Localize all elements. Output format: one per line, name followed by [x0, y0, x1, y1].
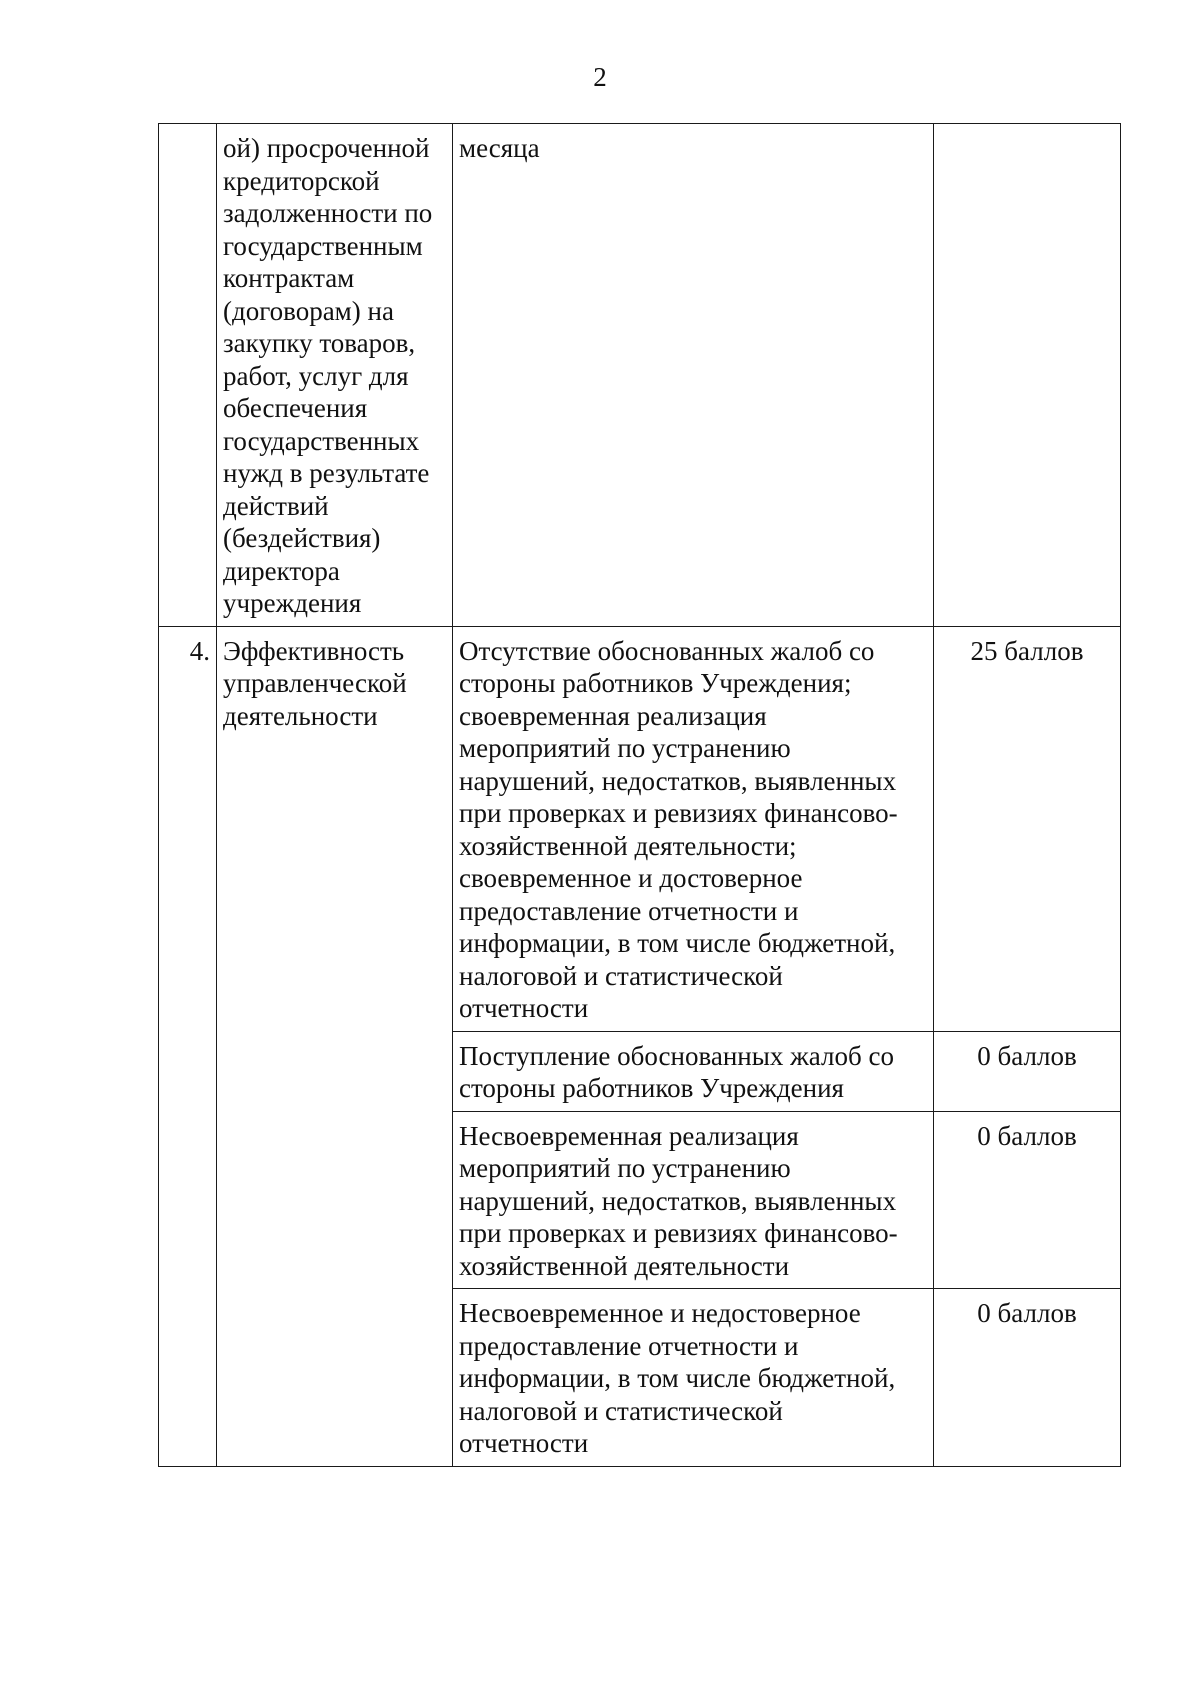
text-line: (бездействия) — [223, 523, 381, 553]
condition-text — [459, 1040, 927, 1105]
text-line: налоговой и статистической — [459, 960, 783, 991]
text-line: отчетности — [459, 1428, 589, 1458]
text-line: учреждения — [223, 588, 362, 618]
row-number-cell — [159, 124, 217, 627]
text-line: государственных — [223, 425, 420, 456]
text-line: месяца — [459, 133, 540, 163]
text-line: кредиторской — [223, 165, 380, 196]
condition-text — [459, 132, 927, 165]
condition-text — [459, 1120, 927, 1283]
condition-cell — [453, 1031, 934, 1111]
criterion-text — [223, 635, 446, 733]
condition-cell — [453, 124, 934, 627]
text-line: предоставление отчетности и — [459, 1330, 799, 1361]
text-line: своевременное и достоверное — [459, 863, 803, 893]
text-line: стороны работников Учреждения — [459, 1073, 844, 1103]
text-line: обеспечения — [223, 393, 368, 423]
condition-text — [459, 635, 927, 1025]
text-line: работ, услуг для — [223, 360, 409, 391]
text-line: нарушений, недостатков, выявленных — [459, 765, 897, 796]
text-line: ой) просроченной — [223, 133, 430, 163]
text-line: своевременная реализация — [459, 700, 767, 731]
text-line: Эффективность — [223, 635, 405, 666]
page-number: 2 — [593, 62, 607, 92]
text-line: хозяйственной деятельности; — [459, 830, 797, 861]
text-line: задолженности по — [223, 198, 433, 228]
score-cell: 0 баллов — [934, 1289, 1121, 1467]
text-line: мероприятий по устранению — [459, 1153, 791, 1183]
text-line: закупку товаров, — [223, 328, 416, 358]
condition-cell — [453, 1289, 934, 1467]
text-line: налоговой и статистической — [459, 1395, 783, 1426]
text-line: отчетности — [459, 993, 589, 1023]
text-line: при проверках и ревизиях финансово- — [459, 798, 898, 828]
text-line: директора — [223, 555, 340, 586]
text-line: нужд в результате — [223, 458, 430, 488]
row-number-cell: 4. — [159, 626, 217, 1466]
text-line: (договорам) на — [223, 295, 394, 326]
text-line: при проверках и ревизиях финансово- — [459, 1218, 898, 1248]
text-line: информации, в том числе бюджетной, — [459, 928, 896, 958]
score-cell — [934, 124, 1121, 627]
condition-cell — [453, 626, 934, 1031]
text-line: Несвоевременное и недостоверное — [459, 1298, 861, 1328]
score-cell: 0 баллов — [934, 1111, 1121, 1289]
text-line: хозяйственной деятельности — [459, 1250, 790, 1281]
text-line: предоставление отчетности и — [459, 895, 799, 926]
text-line: контрактам — [223, 263, 355, 293]
text-line: деятельности — [223, 700, 378, 731]
criterion-text — [223, 132, 446, 620]
text-line: стороны работников Учреждения; — [459, 668, 852, 698]
text-line: информации, в том числе бюджетной, — [459, 1363, 896, 1393]
criterion-cell — [217, 626, 453, 1466]
text-line: действий — [223, 490, 329, 521]
condition-text — [459, 1297, 927, 1460]
criterion-cell — [217, 124, 453, 627]
text-line: Отсутствие обоснованных жалоб со — [459, 635, 875, 666]
score-cell: 0 баллов — [934, 1031, 1121, 1111]
text-line: нарушений, недостатков, выявленных — [459, 1185, 897, 1216]
text-line: Несвоевременная реализация — [459, 1120, 799, 1151]
table-row — [159, 124, 1121, 627]
text-line: мероприятий по устранению — [459, 733, 791, 763]
text-line: государственным — [223, 230, 423, 261]
text-line: управленческой — [223, 668, 407, 698]
score-cell: 25 баллов — [934, 626, 1121, 1031]
criteria-table — [158, 123, 1121, 1467]
text-line: Поступление обоснованных жалоб со — [459, 1040, 894, 1071]
table-row — [159, 626, 1121, 1031]
condition-cell — [453, 1111, 934, 1289]
